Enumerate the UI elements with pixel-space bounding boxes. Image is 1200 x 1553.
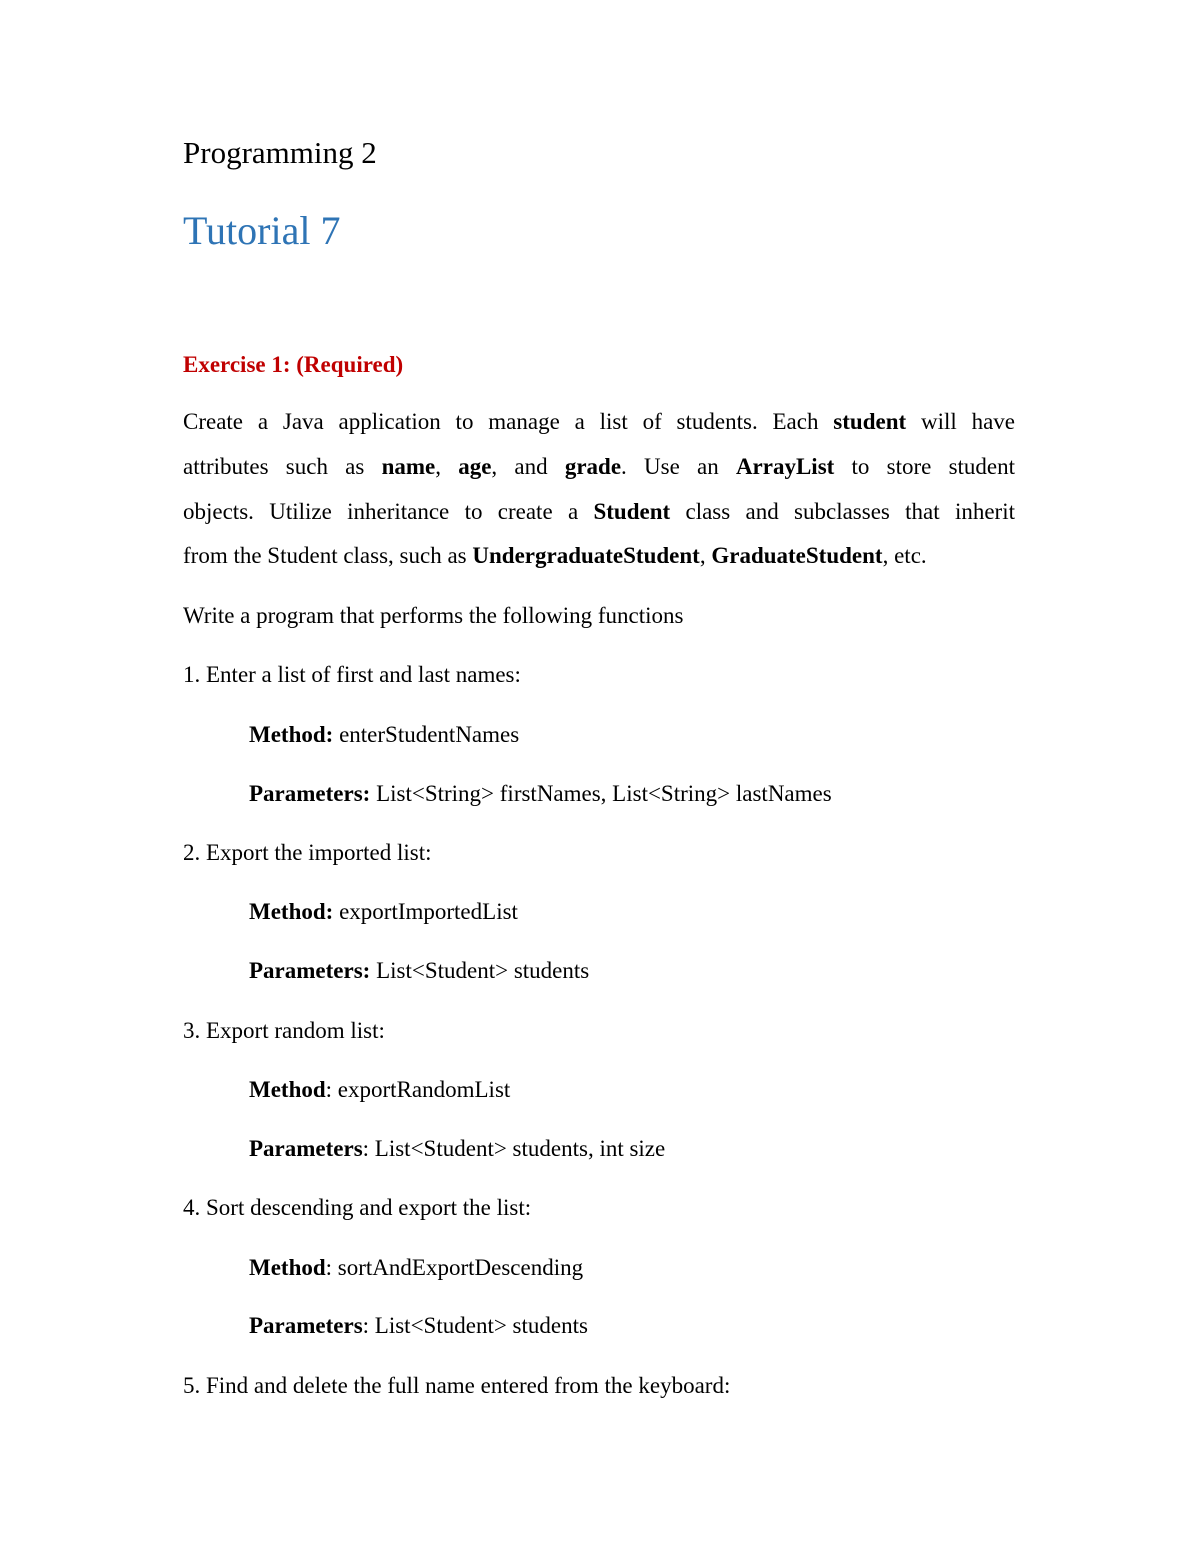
params-value: : List<Student> students (362, 1313, 588, 1338)
method-value: exportImportedList (333, 899, 518, 924)
keyword-name: name (381, 453, 436, 479)
method-value: enterStudentNames (333, 722, 520, 747)
keyword-undergraduate: UndergraduateStudent (472, 543, 700, 569)
keyword-arraylist: ArrayList (735, 453, 835, 479)
method-label: Method: (249, 899, 334, 924)
params-label: Parameters (249, 1313, 363, 1338)
keyword-grade: grade (564, 453, 622, 479)
method-line (249, 1253, 583, 1283)
text-run: . Use an (621, 453, 736, 479)
intro-line (183, 490, 1015, 535)
exercise-heading: Exercise 1: (Required) (183, 352, 404, 377)
keyword-age: age (458, 453, 492, 479)
params-line (249, 779, 832, 809)
text-run: , (699, 543, 712, 569)
method-label: Method (249, 1077, 326, 1102)
method-value: : sortAndExportDescending (325, 1255, 584, 1280)
text-run: , (435, 453, 459, 479)
item-title: 2. Export the imported list: (183, 840, 432, 865)
keyword-student-class: Student (593, 498, 671, 524)
course-title: Programming 2 (183, 135, 377, 170)
params-label: Parameters: (249, 781, 371, 806)
method-label: Method (249, 1255, 326, 1280)
params-line (249, 1311, 588, 1341)
text-run: , etc. (882, 543, 927, 569)
item-title: 1. Enter a list of first and last names: (183, 662, 521, 687)
text-run: class and subclasses that inherit (670, 498, 1015, 524)
params-line (249, 956, 589, 986)
keyword-student: student (833, 409, 907, 434)
text-run: from the Student class, such as (183, 543, 473, 569)
text-run: objects. Utilize inheritance to create a (183, 498, 594, 524)
params-value: List<Student> students (370, 958, 590, 983)
params-value: : List<Student> students, int size (362, 1136, 666, 1161)
method-label: Method: (249, 722, 334, 747)
text-run: to store student (834, 453, 1016, 479)
item-title: 3. Export random list: (183, 1018, 385, 1043)
params-label: Parameters: (249, 958, 371, 983)
method-line (249, 897, 518, 927)
tutorial-title: Tutorial 7 (183, 208, 341, 253)
intro-line (183, 445, 1015, 490)
method-value: : exportRandomList (325, 1077, 511, 1102)
text-run: will have (906, 409, 1015, 434)
task-intro: Write a program that performs the following functions (183, 603, 684, 628)
method-line (249, 1075, 510, 1105)
intro-line (183, 400, 1015, 445)
text-run: attributes such as (183, 453, 382, 479)
params-line (249, 1134, 665, 1164)
params-label: Parameters (249, 1136, 363, 1161)
item-title: 4. Sort descending and export the list: (183, 1195, 532, 1220)
text-run: , and (491, 453, 565, 479)
intro-paragraph (183, 400, 1015, 579)
item-title: 5. Find and delete the full name entered from the keyboard: (183, 1373, 731, 1398)
method-line (249, 720, 519, 750)
params-value: List<String> firstNames, List<String> lastNames (370, 781, 832, 806)
keyword-graduate: GraduateStudent (711, 543, 883, 569)
text-run: Create a Java application to manage a list of students. Each (183, 409, 834, 434)
intro-line (183, 534, 1015, 579)
